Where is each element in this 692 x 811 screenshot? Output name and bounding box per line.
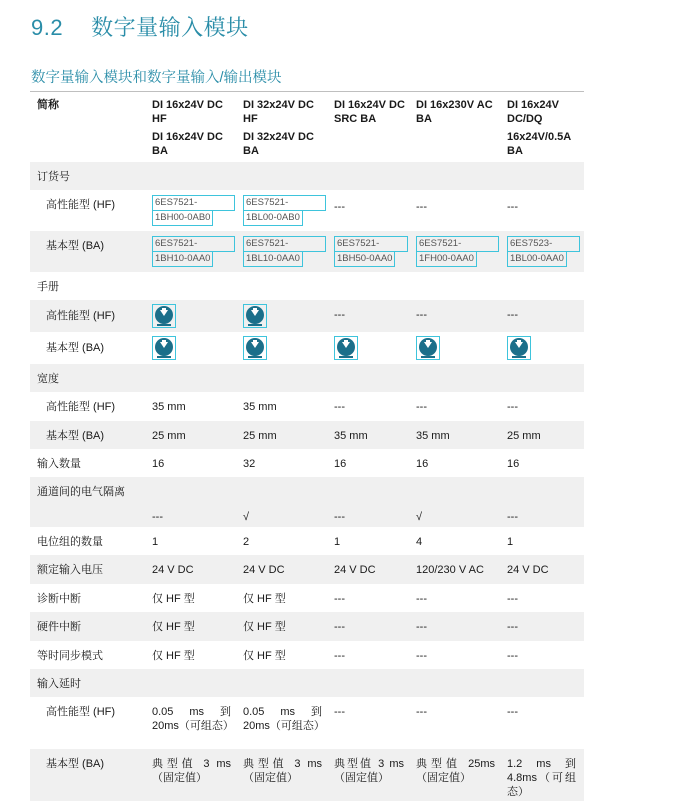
manual-cell: [503, 332, 584, 364]
table-row: [30, 421, 584, 449]
value-cell: 典型值 25ms（固定值）: [412, 749, 503, 801]
download-icon[interactable]: [243, 304, 267, 328]
value-cell: 典型值 3 ms（固定值）: [330, 749, 412, 801]
value-cell: 35 mm: [330, 421, 412, 449]
value-cell: ---: [507, 401, 518, 413]
order-number-cell: ---: [507, 201, 518, 213]
value-cell: 仅 HF 型: [152, 593, 195, 605]
manual-cell: ---: [330, 300, 412, 332]
value-cell: 2: [243, 536, 250, 548]
value-cell: ---: [503, 612, 584, 641]
value-cell: 0.05 ms 到 20ms（可组态）: [243, 706, 325, 732]
section-heading: [31, 11, 249, 42]
category-label: 输入延时: [30, 669, 584, 697]
row-label: 基本型 (BA): [46, 342, 105, 354]
table-row: [30, 162, 584, 190]
order-number-link[interactable]: [334, 236, 412, 267]
order-number-link[interactable]: [507, 236, 584, 267]
value-cell: 1: [152, 536, 159, 548]
value-cell: ---: [334, 593, 345, 605]
order-number-cell: [239, 231, 330, 272]
category-label: 订货号: [30, 162, 584, 190]
download-icon[interactable]: [334, 336, 358, 360]
manual-cell: ---: [412, 300, 503, 332]
value-cell: 25 mm: [503, 421, 584, 449]
table-row: [30, 641, 584, 669]
order-number-cell: [148, 231, 239, 272]
value-cell: 1: [334, 536, 341, 548]
manual-cell: [148, 332, 239, 364]
order-number-cell: ---: [416, 201, 427, 213]
row-label: 诊断中断: [37, 593, 81, 605]
value-cell: 16: [416, 458, 429, 470]
value-cell: 25 mm: [239, 421, 330, 449]
value-cell: 1.2 ms 到 4.8ms（可组态）: [503, 749, 584, 801]
value-cell: 24 V DC: [503, 555, 584, 584]
table-row: [30, 128, 584, 162]
value-cell: 仅 HF 型: [152, 650, 195, 662]
table-row: [30, 272, 584, 300]
order-number-part1[interactable]: 6ES7521-: [243, 195, 326, 211]
download-icon[interactable]: [243, 336, 267, 360]
order-number-link[interactable]: [152, 195, 239, 226]
order-number-cell: [148, 190, 239, 231]
value-cell: 32: [243, 458, 256, 470]
row-label: 基本型 (BA): [30, 749, 148, 801]
manual-cell: [239, 332, 330, 364]
value-cell: ---: [330, 612, 412, 641]
manual-cell: ---: [503, 300, 584, 332]
row-label: 额定输入电压: [30, 555, 148, 584]
header-module-name: DI 32x24V DC HF: [243, 99, 314, 125]
category-label: 手册: [37, 281, 59, 293]
table-row: [30, 697, 584, 749]
value-cell: ---: [503, 504, 584, 527]
header-module-name-ba: [330, 128, 412, 162]
header-label: 简称: [37, 99, 59, 111]
category-label: 宽度: [30, 364, 584, 392]
table-row: [30, 527, 584, 555]
download-icon[interactable]: [416, 336, 440, 360]
value-cell: ---: [416, 650, 427, 662]
download-icon[interactable]: [152, 304, 176, 328]
order-number-part2[interactable]: 1BH10-0AA0: [152, 252, 213, 267]
header-module-name: DI 16x24V DC SRC BA: [334, 99, 405, 125]
manual-cell: [239, 300, 330, 332]
row-label: 电位组的数量: [37, 536, 103, 548]
value-cell: 24 V DC: [148, 555, 239, 584]
order-number-cell: [503, 231, 584, 272]
order-number-link[interactable]: [243, 195, 330, 226]
order-number-cell: [239, 190, 330, 231]
value-cell: 24 V DC: [239, 555, 330, 584]
order-number-link[interactable]: [416, 236, 503, 267]
row-label: 硬件中断: [30, 612, 148, 641]
order-number-link[interactable]: [152, 236, 239, 267]
order-number-part2[interactable]: 1BL10-0AA0: [243, 252, 303, 267]
manual-cell: [412, 332, 503, 364]
value-cell: 仅 HF 型: [243, 650, 286, 662]
row-label: 基本型 (BA): [30, 421, 148, 449]
value-cell: ---: [334, 706, 345, 718]
value-cell: 仅 HF 型: [243, 593, 286, 605]
value-cell: ---: [416, 593, 427, 605]
row-label: 输入数量: [37, 458, 81, 470]
value-cell: 35 mm: [412, 421, 503, 449]
header-module-name-ba: [412, 128, 503, 162]
value-cell: √: [239, 504, 330, 527]
header-module-name: DI 16x24V DC HF: [152, 99, 223, 125]
order-number-part1[interactable]: 6ES7521-: [243, 236, 326, 252]
table-row: [30, 364, 584, 392]
order-number-part1[interactable]: 6ES7521-: [334, 236, 408, 252]
value-cell: ---: [148, 504, 239, 527]
header-spacer: [30, 128, 148, 162]
table-row: [30, 504, 584, 527]
value-cell: 24 V DC: [330, 555, 412, 584]
value-cell: 典型值 3 ms（固定值）: [148, 749, 239, 801]
value-cell: 1: [507, 536, 514, 548]
value-cell: 16: [152, 458, 165, 470]
value-cell: 仅 HF 型: [239, 612, 330, 641]
order-number-part2[interactable]: 1BL00-0AB0: [243, 211, 303, 226]
table-row: [30, 300, 584, 332]
value-cell: 仅 HF 型: [148, 612, 239, 641]
order-number-part1[interactable]: 6ES7523-: [507, 236, 580, 252]
row-label: 高性能型 (HF): [46, 401, 116, 413]
value-cell: 120/230 V AC: [412, 555, 503, 584]
value-cell: 0.05 ms 到 20ms（可组态）: [152, 706, 234, 732]
value-cell: 25 mm: [148, 421, 239, 449]
order-number-part2[interactable]: 1FH00-0AA0: [416, 252, 477, 267]
table-row: [30, 449, 584, 477]
row-label: [30, 504, 148, 527]
order-number-cell: [330, 231, 412, 272]
value-cell: 16: [507, 458, 520, 470]
order-number-part2[interactable]: 1BH50-0AA0: [334, 252, 395, 267]
value-cell: ---: [416, 401, 427, 413]
order-number-part1[interactable]: 6ES7521-: [416, 236, 499, 252]
table-row: [30, 392, 584, 421]
row-label: 基本型 (BA): [30, 231, 148, 272]
row-label: 高性能型 (HF): [46, 199, 116, 211]
header-module-name-ba: DI 16x24V DC BA: [152, 131, 223, 157]
table-row: [30, 477, 584, 504]
row-label: 等时同步模式: [37, 650, 103, 662]
download-icon[interactable]: [507, 336, 531, 360]
manual-cell: [330, 332, 412, 364]
table-row: [30, 749, 584, 801]
table-row: [30, 332, 584, 364]
value-cell: 4: [416, 536, 423, 548]
value-cell: √: [412, 504, 503, 527]
table-row: [30, 612, 584, 641]
value-cell: ---: [416, 706, 427, 718]
value-cell: ---: [507, 650, 518, 662]
order-number-cell: [412, 231, 503, 272]
value-cell: 35 mm: [243, 401, 277, 413]
row-label: 高性能型 (HF): [46, 706, 116, 718]
value-cell: 16: [334, 458, 347, 470]
table-row: [30, 92, 584, 128]
download-icon[interactable]: [152, 336, 176, 360]
header-module-name-ba: DI 32x24V DC BA: [243, 131, 314, 157]
table-title: 数字量输入模块和数字量输入/输出模块: [31, 70, 282, 86]
order-number-cell: ---: [334, 201, 345, 213]
value-cell: ---: [507, 593, 518, 605]
table-row: [30, 190, 584, 231]
manual-cell: [148, 300, 239, 332]
value-cell: ---: [507, 706, 518, 718]
header-module-name-ba: 16x24V/0.5A BA: [507, 131, 571, 157]
order-number-part1[interactable]: 6ES7521-: [152, 195, 235, 211]
value-cell: ---: [334, 650, 345, 662]
value-cell: 35 mm: [152, 401, 186, 413]
section-title: 数字量输入模块: [91, 15, 249, 40]
table-row: [30, 584, 584, 612]
section-number: 9.2: [31, 15, 64, 40]
module-table: [30, 92, 584, 801]
order-number-part2[interactable]: 1BL00-0AA0: [507, 252, 567, 267]
row-label: 高性能型 (HF): [30, 300, 148, 332]
table-row: [30, 669, 584, 697]
order-number-link[interactable]: [243, 236, 330, 267]
order-number-part2[interactable]: 1BH00-0AB0: [152, 211, 213, 226]
value-cell: ---: [412, 612, 503, 641]
value-cell: ---: [330, 504, 412, 527]
value-cell: ---: [334, 401, 345, 413]
header-module-name: DI 16x230V AC BA: [416, 99, 493, 125]
value-cell: 典型值 3 ms（固定值）: [239, 749, 330, 801]
category-label: 通道间的电气隔离: [30, 477, 584, 504]
order-number-part1[interactable]: 6ES7521-: [152, 236, 235, 252]
table-row: [30, 231, 584, 272]
header-module-name: DI 16x24V DC/DQ: [507, 99, 559, 125]
table-row: [30, 555, 584, 584]
